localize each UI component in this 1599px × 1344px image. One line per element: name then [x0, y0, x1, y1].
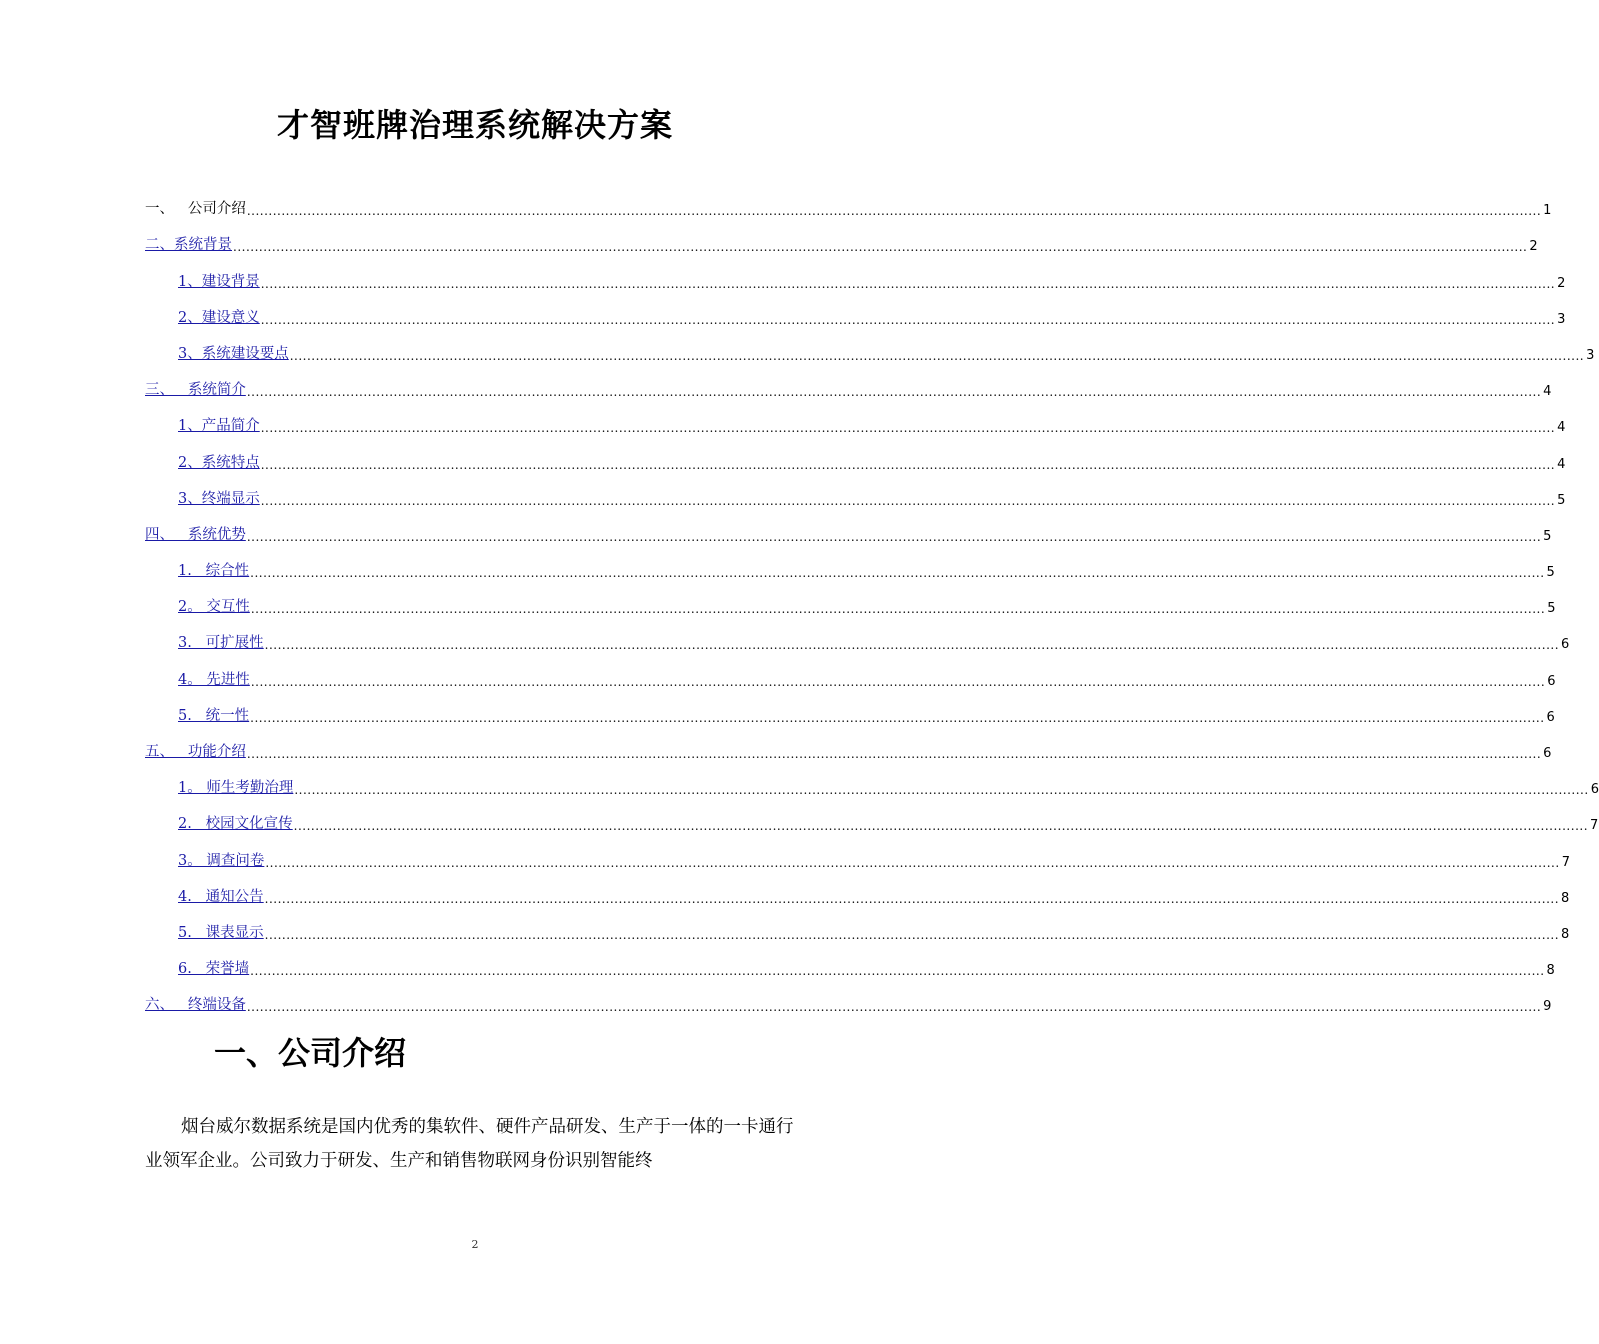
toc-page-number: 8 — [1561, 926, 1570, 942]
toc-link[interactable]: 2。 交互性 — [178, 599, 250, 616]
toc-entry[interactable] — [145, 689, 1555, 725]
toc-leader-dots: ............................................................................................................................................................................................................................................................................................................ — [246, 385, 1542, 400]
toc-link[interactable]: 5. 统一性 — [178, 707, 250, 724]
toc-page-number: 3 — [1586, 347, 1595, 363]
toc-leader-dots: ............................................................................................................................................................................................................................................................................................................ — [264, 891, 1560, 906]
toc-leader-dots: ............................................................................................................................................................................................................................................................................................................ — [250, 602, 1546, 617]
toc-entry[interactable] — [145, 218, 1538, 255]
toc-link[interactable]: 2、系统特点 — [178, 454, 260, 471]
toc-leader-dots: ............................................................................................................................................................................................................................................................................................................ — [265, 855, 1560, 870]
toc-link[interactable]: 1、产品简介 — [178, 418, 260, 435]
table-of-contents — [145, 182, 1599, 1015]
toc-entry[interactable] — [145, 725, 1552, 761]
toc-page-number: 3 — [1557, 311, 1566, 327]
section-heading: 一、公司介绍 — [214, 1034, 407, 1072]
toc-page-number: 5 — [1547, 601, 1556, 617]
toc-page-number: 2 — [1529, 239, 1538, 255]
toc-entry[interactable] — [145, 327, 1595, 363]
toc-leader-dots: ............................................................................................................................................................................................................................................................................................................ — [250, 674, 1546, 689]
toc-link[interactable]: 四、 系统优势 — [145, 526, 246, 543]
toc-entry[interactable] — [145, 254, 1566, 291]
document-title: 才智班牌治理系统解决方案 — [276, 106, 673, 144]
toc-link[interactable]: 1。 师生考勤治理 — [178, 780, 294, 797]
toc-entry[interactable] — [145, 580, 1556, 617]
toc-entry[interactable] — [145, 435, 1566, 472]
toc-page-number: 5 — [1546, 565, 1555, 581]
toc-entry[interactable] — [145, 472, 1566, 508]
toc-entry[interactable] — [145, 906, 1570, 942]
toc-leader-dots: ............................................................................................................................................................................................................................................................................................................ — [293, 819, 1589, 834]
toc-leader-dots: ............................................................................................................................................................................................................................................................................................................ — [264, 638, 1560, 653]
toc-link[interactable]: 1、建设背景 — [178, 273, 260, 290]
toc-leader-dots: ............................................................................................................................................................................................................................................................................................................ — [246, 204, 1542, 219]
toc-entry[interactable] — [145, 291, 1566, 327]
toc-leader-dots: ............................................................................................................................................................................................................................................................................................................ — [260, 457, 1556, 472]
body-paragraph: 烟台威尔数据系统是国内优秀的集软件、硬件产品研发、生产于一体的一卡通行业领军企业。公司致力于研发、生产和销售物联网身份识别智能终 — [145, 1117, 794, 1171]
toc-page-number: 5 — [1543, 528, 1552, 544]
toc-link[interactable]: 3。 调查问卷 — [178, 852, 265, 869]
toc-link[interactable]: 二、系统背景 — [145, 237, 232, 254]
page-number: 2 — [471, 1238, 479, 1251]
toc-link[interactable]: 4。 先进性 — [178, 671, 250, 688]
toc-link[interactable]: 五、 功能介绍 — [145, 744, 246, 760]
toc-page-number: 9 — [1543, 999, 1552, 1015]
toc-entry[interactable] — [145, 544, 1555, 581]
toc-link[interactable]: 3、系统建设要点 — [178, 345, 289, 362]
toc-page-number: 2 — [1557, 275, 1566, 291]
toc-link[interactable]: 2、建设意义 — [178, 309, 260, 326]
toc-entry[interactable] — [145, 833, 1570, 870]
toc-leader-dots: ............................................................................................................................................................................................................................................................................................................ — [264, 927, 1560, 942]
toc-link[interactable]: 三、 系统简介 — [145, 382, 246, 399]
toc-leader-dots: ............................................................................................................................................................................................................................................................................................................ — [260, 493, 1556, 508]
toc-leader-dots: ............................................................................................................................................................................................................................................................................................................ — [250, 964, 1545, 979]
toc-entry[interactable] — [145, 399, 1566, 436]
toc-entry[interactable] — [145, 978, 1552, 1015]
toc-link[interactable]: 六、 终端设备 — [145, 997, 246, 1014]
toc-entry[interactable] — [145, 508, 1552, 544]
toc-leader-dots: ............................................................................................................................................................................................................................................................................................................ — [250, 710, 1545, 725]
toc-page-number: 7 — [1561, 854, 1570, 870]
toc-leader-dots: ............................................................................................................................................................................................................................................................................................................ — [246, 747, 1542, 761]
toc-leader-dots: ............................................................................................................................................................................................................................................................................................................ — [260, 421, 1556, 436]
toc-page-number: 1 — [1543, 203, 1552, 219]
toc-entry[interactable] — [145, 942, 1555, 979]
toc-link[interactable]: 4. 通知公告 — [178, 888, 264, 905]
toc-page-number: 4 — [1557, 456, 1566, 472]
toc-page-number: 8 — [1546, 963, 1555, 979]
toc-page-number: 6 — [1543, 746, 1552, 761]
toc-page-number: 4 — [1543, 384, 1552, 400]
toc-entry[interactable] — [145, 363, 1552, 400]
toc-leader-dots: ............................................................................................................................................................................................................................................................................................................ — [233, 240, 1528, 255]
toc-link[interactable]: 6. 荣誉墙 — [178, 961, 250, 978]
toc-leader-dots: ............................................................................................................................................................................................................................................................................................................ — [294, 783, 1589, 798]
toc-page-number: 8 — [1561, 890, 1570, 906]
toc-link[interactable]: 5. 课表显示 — [178, 924, 264, 941]
toc-page-number: 6 — [1546, 709, 1555, 725]
toc-page-number: 4 — [1557, 420, 1566, 436]
toc-entry — [145, 182, 1552, 219]
toc-leader-dots: ............................................................................................................................................................................................................................................................................................................ — [250, 566, 1545, 581]
toc-page-number: 7 — [1590, 818, 1599, 834]
toc-page-number: 6 — [1561, 637, 1570, 653]
toc-entry[interactable] — [145, 761, 1599, 798]
toc-page-number: 5 — [1557, 492, 1566, 508]
toc-entry-label: 一、 公司介绍 — [145, 201, 246, 218]
toc-entry[interactable] — [145, 870, 1570, 906]
toc-entry[interactable] — [145, 652, 1556, 689]
toc-entry[interactable] — [145, 797, 1599, 834]
toc-leader-dots: ............................................................................................................................................................................................................................................................................................................ — [289, 348, 1585, 363]
toc-leader-dots: ............................................................................................................................................................................................................................................................................................................ — [260, 312, 1556, 327]
toc-link[interactable]: 2. 校园文化宣传 — [178, 816, 293, 833]
toc-page-number: 6 — [1590, 782, 1599, 798]
toc-link[interactable]: 1. 综合性 — [178, 563, 250, 580]
toc-leader-dots: ............................................................................................................................................................................................................................................................................................................ — [246, 529, 1542, 544]
toc-page-number: 6 — [1547, 673, 1556, 689]
toc-leader-dots: ............................................................................................................................................................................................................................................................................................................ — [260, 276, 1556, 291]
toc-entry[interactable] — [145, 616, 1570, 653]
toc-link[interactable]: 3、终端显示 — [178, 490, 260, 507]
toc-link[interactable]: 3. 可扩展性 — [178, 635, 264, 652]
toc-leader-dots: ............................................................................................................................................................................................................................................................................................................ — [246, 1000, 1542, 1015]
